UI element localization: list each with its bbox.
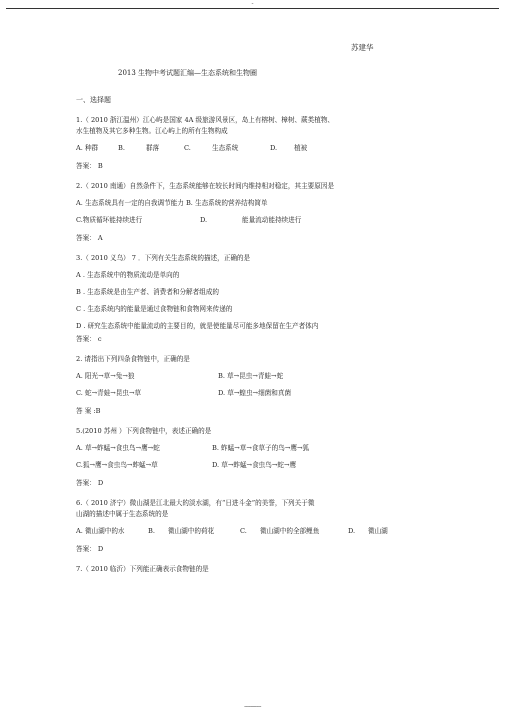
option-row	[76, 460, 436, 471]
option-text: A. 种群	[76, 144, 99, 152]
header-rule	[6, 8, 499, 9]
question-6	[76, 498, 436, 564]
question-list	[76, 115, 436, 575]
question-text: 1.（ 2010 浙江温州）江心屿是国家 4A 级旅游风景区，岛上有榕树、樟树、蕨类植物、	[76, 116, 335, 124]
option-text: 群落	[146, 144, 160, 152]
option-text: B. 草→昆虫→青蛙→蛇	[218, 372, 284, 380]
question-text: 2.（ 2010 南通）自然条件下，生态系统能够在较长时间内维持相对稳定，其主要原因是	[76, 182, 335, 190]
author-name: 苏建华	[351, 43, 374, 52]
option-text: B.	[148, 527, 155, 535]
option-row	[76, 388, 436, 399]
option-row	[76, 215, 436, 226]
question-text: 5.(2010 苏州 ）下列食物链中，表述正确的是	[76, 427, 212, 435]
question-7	[76, 564, 436, 575]
question-text: A . 生态系统中的物质流动是单向的	[76, 271, 180, 279]
question-text: 山湖的描述中属于生态系统的是	[76, 510, 169, 518]
option-text: C. 蛇→青蛙→昆虫→草	[76, 389, 142, 397]
question-3	[76, 253, 436, 354]
answer-text: 答案： B	[76, 162, 103, 170]
answer-text: 答案： D	[76, 545, 104, 553]
question-1	[76, 115, 436, 181]
question-text: D . 研究生态系统中能量流动的主要目的，就是使能量尽可能多地保留在生产者体内	[76, 322, 319, 330]
footer-mark: -----------	[244, 703, 261, 710]
question-text: 3.（ 2010 义乌） 7 ．下列有关生态系统的描述，正确的是	[76, 254, 251, 262]
option-text: 植被	[294, 144, 308, 152]
option-text: A. 草→蚱蜢→食虫鸟→鹰→蛇	[76, 444, 160, 452]
option-text: D.	[348, 527, 356, 535]
option-text: A. 微山湖中的水	[76, 527, 125, 535]
option-text: D.	[270, 144, 278, 152]
question-4	[76, 354, 436, 426]
option-text: D. 草→蝗虫→细菌和真菌	[218, 389, 292, 397]
option-text: C.物质循环能持续进行	[76, 216, 143, 224]
header-mark: -	[251, 0, 254, 7]
question-text: C . 生态系统内的能量是通过食物链和食物网来传递的	[76, 305, 233, 313]
option-row	[76, 143, 436, 154]
option-text: D. 草→蚱蜢→食虫鸟→蛇→鹰	[212, 461, 297, 469]
question-5	[76, 426, 436, 498]
option-text: D.	[200, 216, 208, 224]
option-text: 微山湖中的荷花	[168, 527, 215, 535]
option-text: B.	[118, 144, 125, 152]
option-text: A. 阳光→草→兔→狼	[76, 372, 135, 380]
option-row	[76, 371, 436, 382]
document-title: 2013 生物中考试题汇编—生态系统和生物圈	[118, 69, 258, 77]
option-text: 微山湖	[368, 527, 388, 535]
answer-text: 答 案 :B	[76, 407, 101, 415]
option-row	[76, 443, 436, 454]
option-text: 生态系统	[212, 144, 239, 152]
option-row	[76, 526, 436, 537]
question-text: A. 生态系统具有一定的自我调节能力 B. 生态系统的营养结构简单	[76, 199, 268, 207]
option-text: C.	[240, 527, 247, 535]
question-text: 7.（ 2010 临沂）下列能正确表示食物链的是	[76, 565, 209, 573]
option-text: B. 蚱蜢→草→食草子的鸟→鹰→狐	[212, 444, 310, 452]
option-text: 能量流动能持续进行	[242, 216, 302, 224]
option-text: 微山湖中的全部鲤鱼	[260, 527, 320, 535]
answer-text: 答案： c	[76, 335, 102, 343]
answer-text: 答案： A	[76, 234, 103, 242]
question-text: B . 生态系统是由生产者、消费者和分解者组成的	[76, 288, 220, 296]
option-text: C.狐→鹰→食虫鸟→蚱蜢→草	[76, 461, 158, 469]
question-text: 2. 请指出下列四条食物链中，正确的是	[76, 355, 190, 363]
option-text: C.	[184, 144, 191, 152]
section-heading: 一、选择题	[76, 96, 111, 104]
question-2	[76, 181, 436, 253]
question-text: 水生植物及其它多种生物。江心屿上的所有生物构成	[76, 127, 228, 135]
answer-text: 答案： D	[76, 479, 104, 487]
question-text: 6.（ 2010 济宁）微山湖是江北最大的淡水湖，有“日进斗金”的美誉，下列关于微	[76, 499, 315, 507]
